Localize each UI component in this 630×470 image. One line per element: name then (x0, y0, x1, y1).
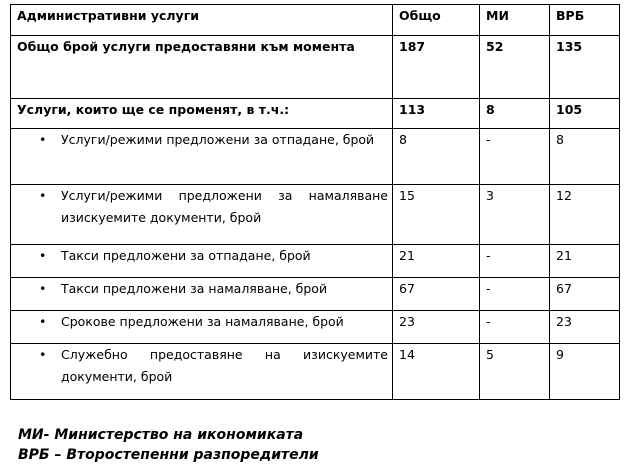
row-vrb: 21 (550, 245, 620, 278)
legend-vrb: ВРБ – Второстепенни разпоредители (18, 447, 319, 463)
table-row (11, 185, 620, 245)
summary-row-changing-services (11, 99, 620, 129)
row-total: 14 (393, 344, 480, 400)
summary-vrb: 135 (550, 36, 620, 99)
table-row (11, 344, 620, 400)
row-total: 21 (393, 245, 480, 278)
bullet-icon: • (39, 281, 47, 296)
bullet-icon: • (39, 188, 47, 203)
row-label-text: Срокове предложени за намаляване, брой (61, 314, 344, 329)
row-label-text: Такси предложени за намаляване, брой (61, 281, 328, 296)
row-label (11, 185, 393, 245)
bullet-icon: • (39, 248, 47, 263)
row-label (11, 344, 393, 400)
row-mi: - (480, 129, 550, 185)
header-row (11, 5, 620, 36)
row-total: 8 (393, 129, 480, 185)
row-mi: - (480, 245, 550, 278)
row-total: 23 (393, 311, 480, 344)
summary-mi: 52 (480, 36, 550, 99)
summary-label: Услуги, които ще се променят, в т.ч.: (11, 99, 393, 129)
bullet-icon: • (39, 132, 47, 147)
summary-mi: 8 (480, 99, 550, 129)
row-mi: 3 (480, 185, 550, 245)
row-label (11, 129, 393, 185)
table-row (11, 278, 620, 311)
table-row (11, 245, 620, 278)
header-mi: МИ (480, 5, 550, 36)
row-label (11, 278, 393, 311)
row-vrb: 12 (550, 185, 620, 245)
summary-row-total-services (11, 36, 620, 99)
row-label-text: Услуги/режими предложени за намаляване изискуемите документи, брой (61, 188, 388, 225)
summary-vrb: 105 (550, 99, 620, 129)
summary-total: 187 (393, 36, 480, 99)
row-total: 15 (393, 185, 480, 245)
bullet-icon: • (39, 347, 47, 362)
header-total: Общо (393, 5, 480, 36)
row-mi: - (480, 278, 550, 311)
row-vrb: 8 (550, 129, 620, 185)
row-label-text: Такси предложени за отпадане, брой (61, 248, 311, 263)
services-table (10, 4, 620, 400)
row-mi: 5 (480, 344, 550, 400)
row-label-text: Услуги/режими предложени за отпадане, брой (61, 132, 375, 147)
row-vrb: 67 (550, 278, 620, 311)
header-vrb: ВРБ (550, 5, 620, 36)
row-label-text: Служебно предоставяне на изискуемите документи, брой (61, 347, 388, 384)
row-vrb: 9 (550, 344, 620, 400)
legend-mi: МИ- Министерство на икономиката (18, 427, 304, 443)
summary-total: 113 (393, 99, 480, 129)
table-row (11, 129, 620, 185)
row-label (11, 245, 393, 278)
row-mi: - (480, 311, 550, 344)
header-services: Административни услуги (11, 5, 393, 36)
row-total: 67 (393, 278, 480, 311)
table-row (11, 311, 620, 344)
row-vrb: 23 (550, 311, 620, 344)
bullet-icon: • (39, 314, 47, 329)
summary-label: Общо брой услуги предоставяни към момента (11, 36, 393, 99)
row-label (11, 311, 393, 344)
